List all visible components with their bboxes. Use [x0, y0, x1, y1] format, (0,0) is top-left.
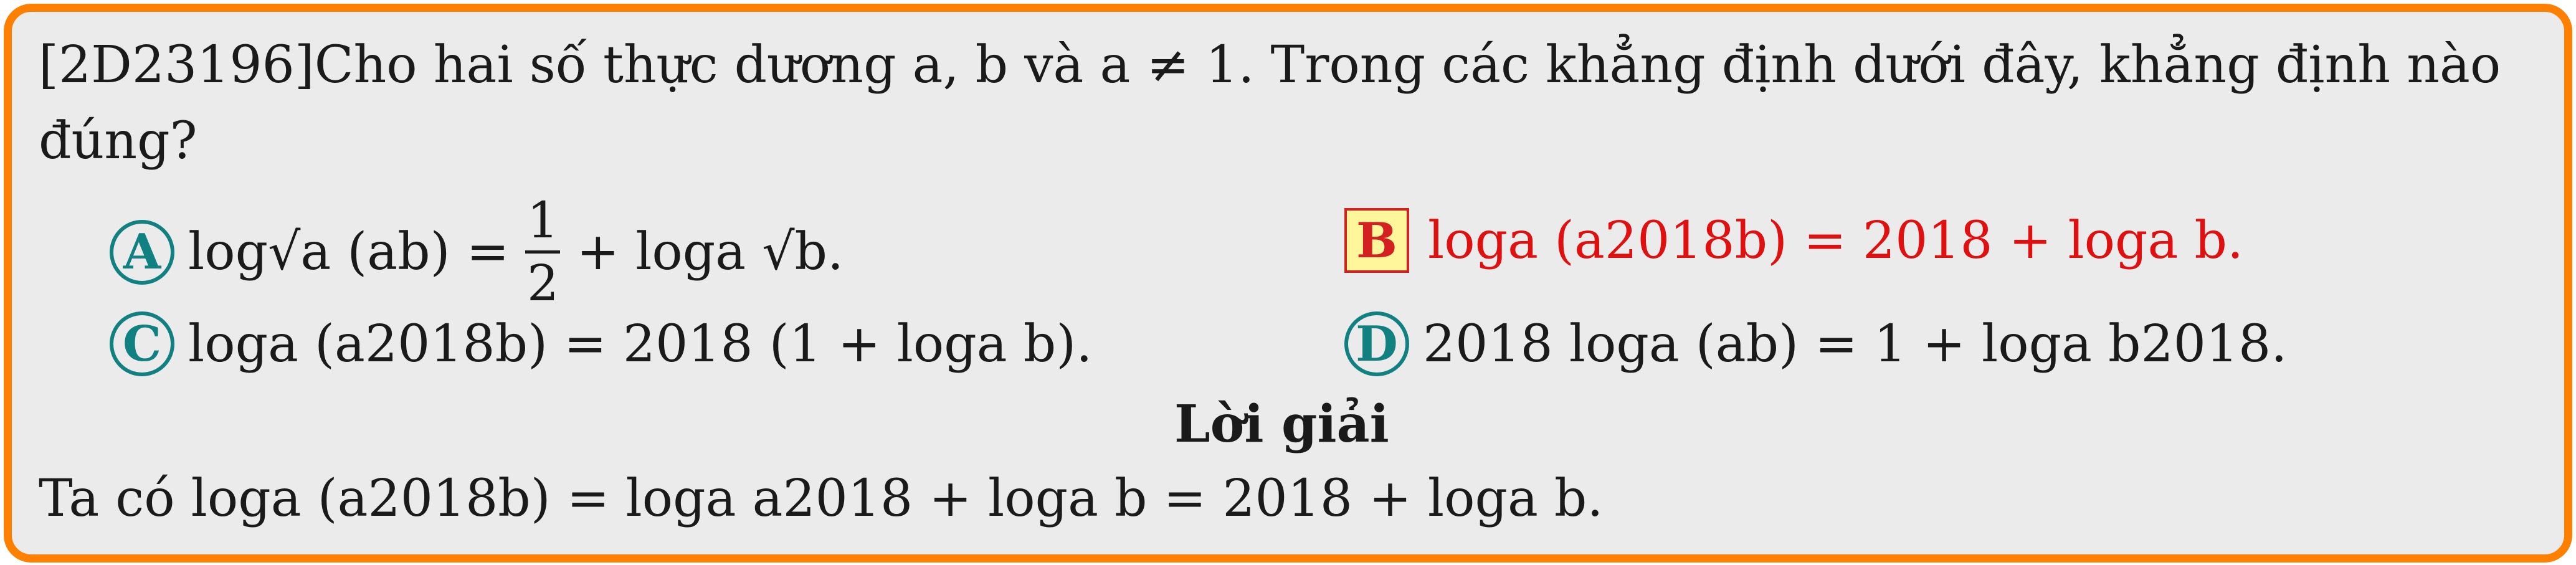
option-a-text-pre: log√a (ab) =: [188, 222, 510, 282]
option-a[interactable]: [110, 191, 844, 312]
option-a-fraction: [525, 191, 560, 312]
question-stem-line-1: [2D23196]Cho hai số thực dương a, b và a ≠ 1. Trong các khẳng định dưới đây, khẳng định nào: [39, 36, 2501, 95]
solution-heading: Lời giải: [1174, 394, 1389, 454]
option-a-text-post: + loga √b.: [576, 222, 844, 282]
option-a-badge: A: [110, 220, 174, 285]
option-c-badge: C: [110, 311, 174, 376]
option-b[interactable]: [1344, 208, 2243, 273]
fraction-denominator: 2: [526, 254, 559, 312]
option-d-text: 2018 loga (ab) = 1 + loga b2018.: [1423, 314, 2288, 374]
fraction-numerator: 1: [526, 191, 559, 249]
option-b-text: loga (a2018b) = 2018 + loga b.: [1428, 211, 2244, 270]
option-d[interactable]: [1344, 311, 2287, 376]
option-c[interactable]: [110, 311, 1092, 376]
option-d-badge: D: [1344, 311, 1409, 376]
option-b-badge: B: [1344, 208, 1409, 273]
fraction-bar: [525, 250, 560, 254]
option-c-text: loga (a2018b) = 2018 (1 + loga b).: [188, 314, 1093, 374]
question-stem-line-2: đúng?: [39, 112, 197, 171]
solution-text: Ta có loga (a2018b) = loga a2018 + loga b = 2018 + loga b.: [39, 469, 1604, 528]
